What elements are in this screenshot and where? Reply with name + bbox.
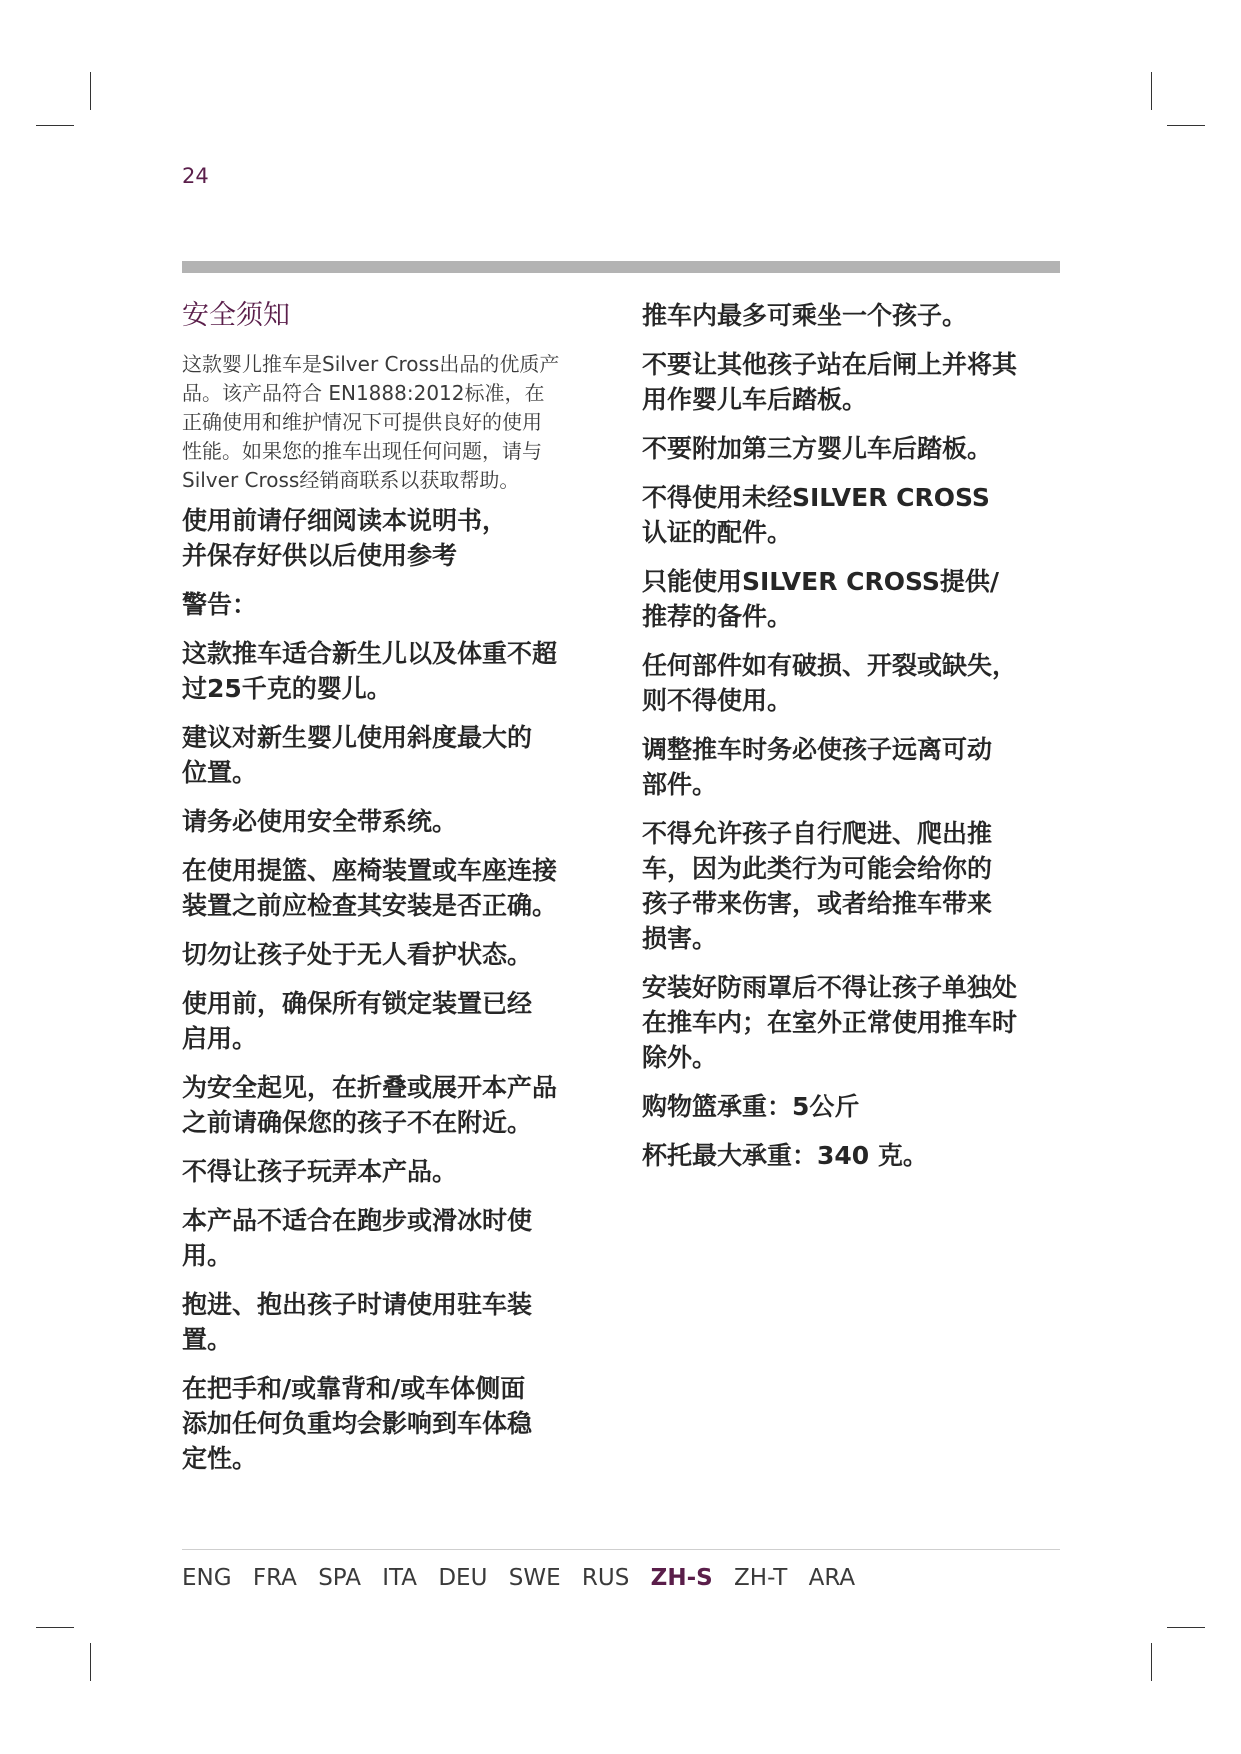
warning-item bbox=[642, 816, 1067, 956]
text-line: 置。 bbox=[182, 1325, 233, 1354]
crop-mark bbox=[1167, 125, 1205, 126]
page-number: 24 bbox=[182, 164, 209, 188]
right-column bbox=[642, 298, 1067, 1187]
warning-item bbox=[182, 1070, 602, 1140]
text-line: 车，因为此类行为可能会给你的 bbox=[642, 854, 993, 883]
text-line: 警告： bbox=[182, 590, 258, 619]
text-line: 杯托最大承重：340 克。 bbox=[642, 1141, 928, 1170]
crop-mark bbox=[36, 1627, 74, 1628]
text-line: 不得让孩子玩弄本产品。 bbox=[182, 1157, 458, 1186]
text-line: 不得允许孩子自行爬进、爬出推 bbox=[642, 819, 993, 848]
text-line: 在推车内；在室外正常使用推车时 bbox=[642, 1008, 1018, 1037]
intro-line: 正确使用和维护情况下可提供良好的使用 bbox=[182, 410, 542, 434]
warning-item bbox=[182, 1287, 602, 1357]
crop-mark bbox=[90, 1643, 91, 1681]
text-line: 请务必使用安全带系统。 bbox=[182, 807, 458, 836]
lang-zh-s[interactable]: ZH-S bbox=[650, 1565, 713, 1591]
intro-line: 品。该产品符合 EN1888:2012标准，在 bbox=[182, 381, 545, 405]
instruction-read-manual bbox=[182, 503, 602, 573]
warning-item bbox=[182, 1154, 602, 1189]
warning-item bbox=[182, 937, 602, 972]
text-line: 在把手和/或靠背和/或车体侧面 bbox=[182, 1374, 526, 1403]
text-line: 本产品不适合在跑步或滑冰时使 bbox=[182, 1206, 533, 1235]
text-line: 装置之前应检查其安装是否正确。 bbox=[182, 891, 558, 920]
lang-spa[interactable]: SPA bbox=[318, 1565, 361, 1591]
text-line: 添加任何负重均会影响到车体稳 bbox=[182, 1409, 533, 1438]
text-line: 启用。 bbox=[182, 1024, 258, 1053]
warning-heading bbox=[182, 587, 602, 622]
text-line: 推荐的备件。 bbox=[642, 602, 793, 631]
text-line: 只能使用SILVER CROSS提供/ bbox=[642, 567, 1000, 596]
crop-mark bbox=[90, 72, 91, 110]
intro-paragraph bbox=[182, 350, 602, 495]
text-line: 不要让其他孩子站在后闸上并将其 bbox=[642, 350, 1018, 379]
text-line: 在使用提篮、座椅装置或车座连接 bbox=[182, 856, 558, 885]
text-line: 则不得使用。 bbox=[642, 686, 793, 715]
crop-mark bbox=[1167, 1627, 1205, 1628]
lang-zh-t[interactable]: ZH-T bbox=[734, 1565, 788, 1591]
warning-item bbox=[182, 1203, 602, 1273]
warning-item bbox=[182, 720, 602, 790]
text-line: 这款推车适合新生儿以及体重不超 bbox=[182, 639, 558, 668]
lang-swe[interactable]: SWE bbox=[508, 1565, 561, 1591]
lang-eng[interactable]: ENG bbox=[182, 1565, 232, 1591]
text-line: 除外。 bbox=[642, 1043, 718, 1072]
lang-ita[interactable]: ITA bbox=[382, 1565, 418, 1591]
text-line: 部件。 bbox=[642, 770, 718, 799]
text-line: 调整推车时务必使孩子远离可动 bbox=[642, 735, 993, 764]
warning-item bbox=[642, 732, 1067, 802]
text-line: 孩子带来伤害，或者给推车带来 bbox=[642, 889, 993, 918]
text-line: 过25千克的婴儿。 bbox=[182, 674, 392, 703]
warning-item bbox=[182, 986, 602, 1056]
text-line: 认证的配件。 bbox=[642, 518, 793, 547]
text-line: 用作婴儿车后踏板。 bbox=[642, 385, 868, 414]
text-line: 抱进、抱出孩子时请使用驻车装 bbox=[182, 1290, 533, 1319]
text-line: 切勿让孩子处于无人看护状态。 bbox=[182, 940, 533, 969]
text-line: 建议对新生婴儿使用斜度最大的 bbox=[182, 723, 533, 752]
language-nav bbox=[182, 1565, 869, 1591]
warning-item bbox=[182, 804, 602, 839]
warning-item bbox=[642, 298, 1067, 333]
basket-load-limit bbox=[642, 1089, 1067, 1124]
text-line: 安装好防雨罩后不得让孩子单独处 bbox=[642, 973, 1018, 1002]
lang-ara[interactable]: ARA bbox=[808, 1565, 856, 1591]
text-line: 位置。 bbox=[182, 758, 258, 787]
text-line: 使用前，确保所有锁定装置已经 bbox=[182, 989, 533, 1018]
header-divider-bar bbox=[182, 261, 1060, 273]
section-title: 安全须知 bbox=[182, 300, 290, 331]
text-line: 之前请确保您的孩子不在附近。 bbox=[182, 1108, 533, 1137]
warning-item bbox=[642, 431, 1067, 466]
text-line: 用。 bbox=[182, 1241, 233, 1270]
text-line: 为安全起见，在折叠或展开本产品 bbox=[182, 1073, 558, 1102]
warning-item bbox=[642, 347, 1067, 417]
text-line: 损害。 bbox=[642, 924, 718, 953]
warning-item bbox=[182, 853, 602, 923]
intro-line: Silver Cross经销商联系以获取帮助。 bbox=[182, 468, 520, 492]
left-column bbox=[182, 298, 602, 1490]
warning-item bbox=[642, 648, 1067, 718]
text-line: 任何部件如有破损、开裂或缺失， bbox=[642, 651, 1018, 680]
footer-divider bbox=[182, 1549, 1060, 1550]
cup-holder-load-limit bbox=[642, 1138, 1067, 1173]
text-line: 不得使用未经SILVER CROSS bbox=[642, 483, 990, 512]
text-line: 购物篮承重：5公斤 bbox=[642, 1092, 860, 1121]
warning-item bbox=[182, 636, 602, 706]
warning-item bbox=[642, 480, 1067, 550]
text-line: 不要附加第三方婴儿车后踏板。 bbox=[642, 434, 993, 463]
text-line: 推车内最多可乘坐一个孩子。 bbox=[642, 301, 968, 330]
text-line: 使用前请仔细阅读本说明书， bbox=[182, 506, 508, 535]
crop-mark bbox=[36, 125, 74, 126]
crop-mark bbox=[1151, 72, 1152, 110]
warning-item bbox=[182, 1371, 602, 1476]
lang-fra[interactable]: FRA bbox=[252, 1565, 297, 1591]
lang-deu[interactable]: DEU bbox=[438, 1565, 488, 1591]
crop-mark bbox=[1151, 1643, 1152, 1681]
lang-rus[interactable]: RUS bbox=[581, 1565, 630, 1591]
text-line: 并保存好供以后使用参考 bbox=[182, 541, 458, 570]
intro-line: 这款婴儿推车是Silver Cross出品的优质产 bbox=[182, 352, 560, 376]
text-line: 定性。 bbox=[182, 1444, 258, 1473]
warning-item bbox=[642, 970, 1067, 1075]
warning-item bbox=[642, 564, 1067, 634]
intro-line: 性能。如果您的推车出现任何问题，请与 bbox=[182, 439, 542, 463]
